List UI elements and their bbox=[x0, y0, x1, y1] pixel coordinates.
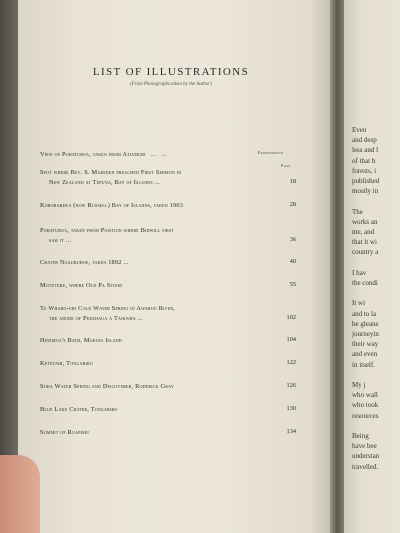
right-page-line: who took bbox=[352, 401, 379, 410]
entry-title: Pohaturoa, taken from Position where Bidwill first bbox=[40, 227, 175, 234]
entry-page-number: 18 bbox=[289, 178, 296, 185]
page-subtitle: (From Photographs taken by the Author) bbox=[130, 82, 212, 87]
frontispiece-label: Frontispiece bbox=[258, 150, 284, 155]
leader-dots: ... ... bbox=[145, 151, 167, 158]
right-page-line: have bee bbox=[352, 442, 377, 451]
illustration-entry bbox=[40, 359, 300, 369]
right-page-line: mostly in bbox=[352, 187, 379, 196]
right-page-line: It wi bbox=[352, 299, 366, 308]
entry-page-number: 102 bbox=[286, 314, 296, 321]
right-page-line: that it wi bbox=[352, 238, 377, 247]
page-column-label: Page bbox=[281, 163, 291, 168]
right-page-line: Being bbox=[352, 432, 369, 440]
right-page-line: of that b bbox=[352, 156, 376, 165]
right-page-line: and even bbox=[352, 350, 378, 359]
right-page-line: be gleane bbox=[352, 319, 379, 328]
right-page-line: understan bbox=[352, 452, 380, 461]
entry-title: Spot where Rev. S. Marsden preached First Sermon in bbox=[40, 169, 182, 176]
entry-page-number: 122 bbox=[286, 359, 296, 366]
entry-title: View of Pohaturoa, taken from Atiamuri bbox=[40, 151, 146, 158]
right-page-line: and desp bbox=[352, 136, 377, 145]
entry-title: Kororareka (now Russell) Bay of Islands, taken 1903 bbox=[40, 202, 184, 209]
right-page-line: resources bbox=[352, 411, 379, 420]
illustration-entry bbox=[40, 226, 300, 246]
entry-page-number: 55 bbox=[289, 281, 296, 288]
entry-page-number: 134 bbox=[286, 428, 296, 435]
right-page-line: My j bbox=[352, 381, 366, 389]
entry-title: Ketetahi, Tongariro bbox=[40, 360, 93, 367]
right-page-line: less and l bbox=[352, 146, 379, 155]
right-page-line: works an bbox=[352, 217, 378, 226]
entry-title: Te Wharo-uri Cold Water Spring in Awahou River, bbox=[40, 305, 176, 312]
entry-title: Soda Water Spring and Discoverer, Roderick Gray bbox=[40, 383, 174, 390]
right-page-line: The bbox=[352, 207, 363, 216]
illustration-entry bbox=[40, 428, 300, 438]
entry-title: Summit of Ruapehu bbox=[40, 429, 90, 436]
illustration-entry bbox=[40, 382, 300, 392]
right-page-line: in itself. bbox=[352, 360, 375, 369]
right-page-line: travelled. bbox=[352, 462, 379, 471]
illustration-entry bbox=[40, 150, 300, 160]
right-page-line: journeyin bbox=[352, 330, 379, 338]
illustration-entry bbox=[40, 304, 300, 324]
right-page-line: the condi bbox=[352, 279, 378, 287]
illustration-entry bbox=[40, 405, 300, 415]
right-page-line: me, and bbox=[352, 228, 375, 236]
page-title: LIST OF ILLUSTRATIONS bbox=[92, 66, 250, 78]
entry-page-number: 28 bbox=[289, 201, 296, 208]
right-page-line: country a bbox=[352, 248, 379, 257]
right-page-line: their way bbox=[352, 340, 379, 349]
right-page-line: I hav bbox=[352, 268, 367, 277]
entry-title-continued: saw it ... bbox=[49, 237, 72, 244]
illustration-entry bbox=[40, 336, 300, 346]
right-page-line: forests, i bbox=[352, 166, 377, 175]
entry-page-number: 104 bbox=[286, 336, 296, 343]
entry-title: Crater Ngauruhoe, taken 1892 ... bbox=[40, 259, 129, 266]
right-page-line: who wall bbox=[352, 391, 378, 400]
entry-title: Motutere, where Old Pa Stood bbox=[40, 282, 123, 289]
illustration-entry bbox=[40, 281, 300, 291]
illustration-entry bbox=[40, 168, 300, 188]
entry-title: Hinemoa's Bath, Mokoia Island bbox=[40, 337, 122, 344]
illustration-entry bbox=[40, 258, 300, 268]
entry-page-number: 36 bbox=[289, 236, 296, 243]
entry-title-continued: the abode of Pekehaua a Taniwha ... bbox=[49, 315, 143, 322]
entry-page-number: 130 bbox=[286, 405, 296, 412]
right-page-line: Even bbox=[352, 126, 367, 134]
entry-page-number: 40 bbox=[289, 258, 296, 265]
entry-page-number: 126 bbox=[286, 382, 296, 389]
right-page-line: and to la bbox=[352, 309, 377, 318]
entry-title: Blue Lake Crater, Tongariro bbox=[40, 406, 118, 413]
entry-title-continued: New Zealand at Tepuna, Bay of Islands ... bbox=[49, 179, 160, 186]
illustration-entry bbox=[40, 201, 300, 211]
right-page-line: published bbox=[352, 177, 380, 185]
thumb-holding-page bbox=[0, 455, 40, 533]
